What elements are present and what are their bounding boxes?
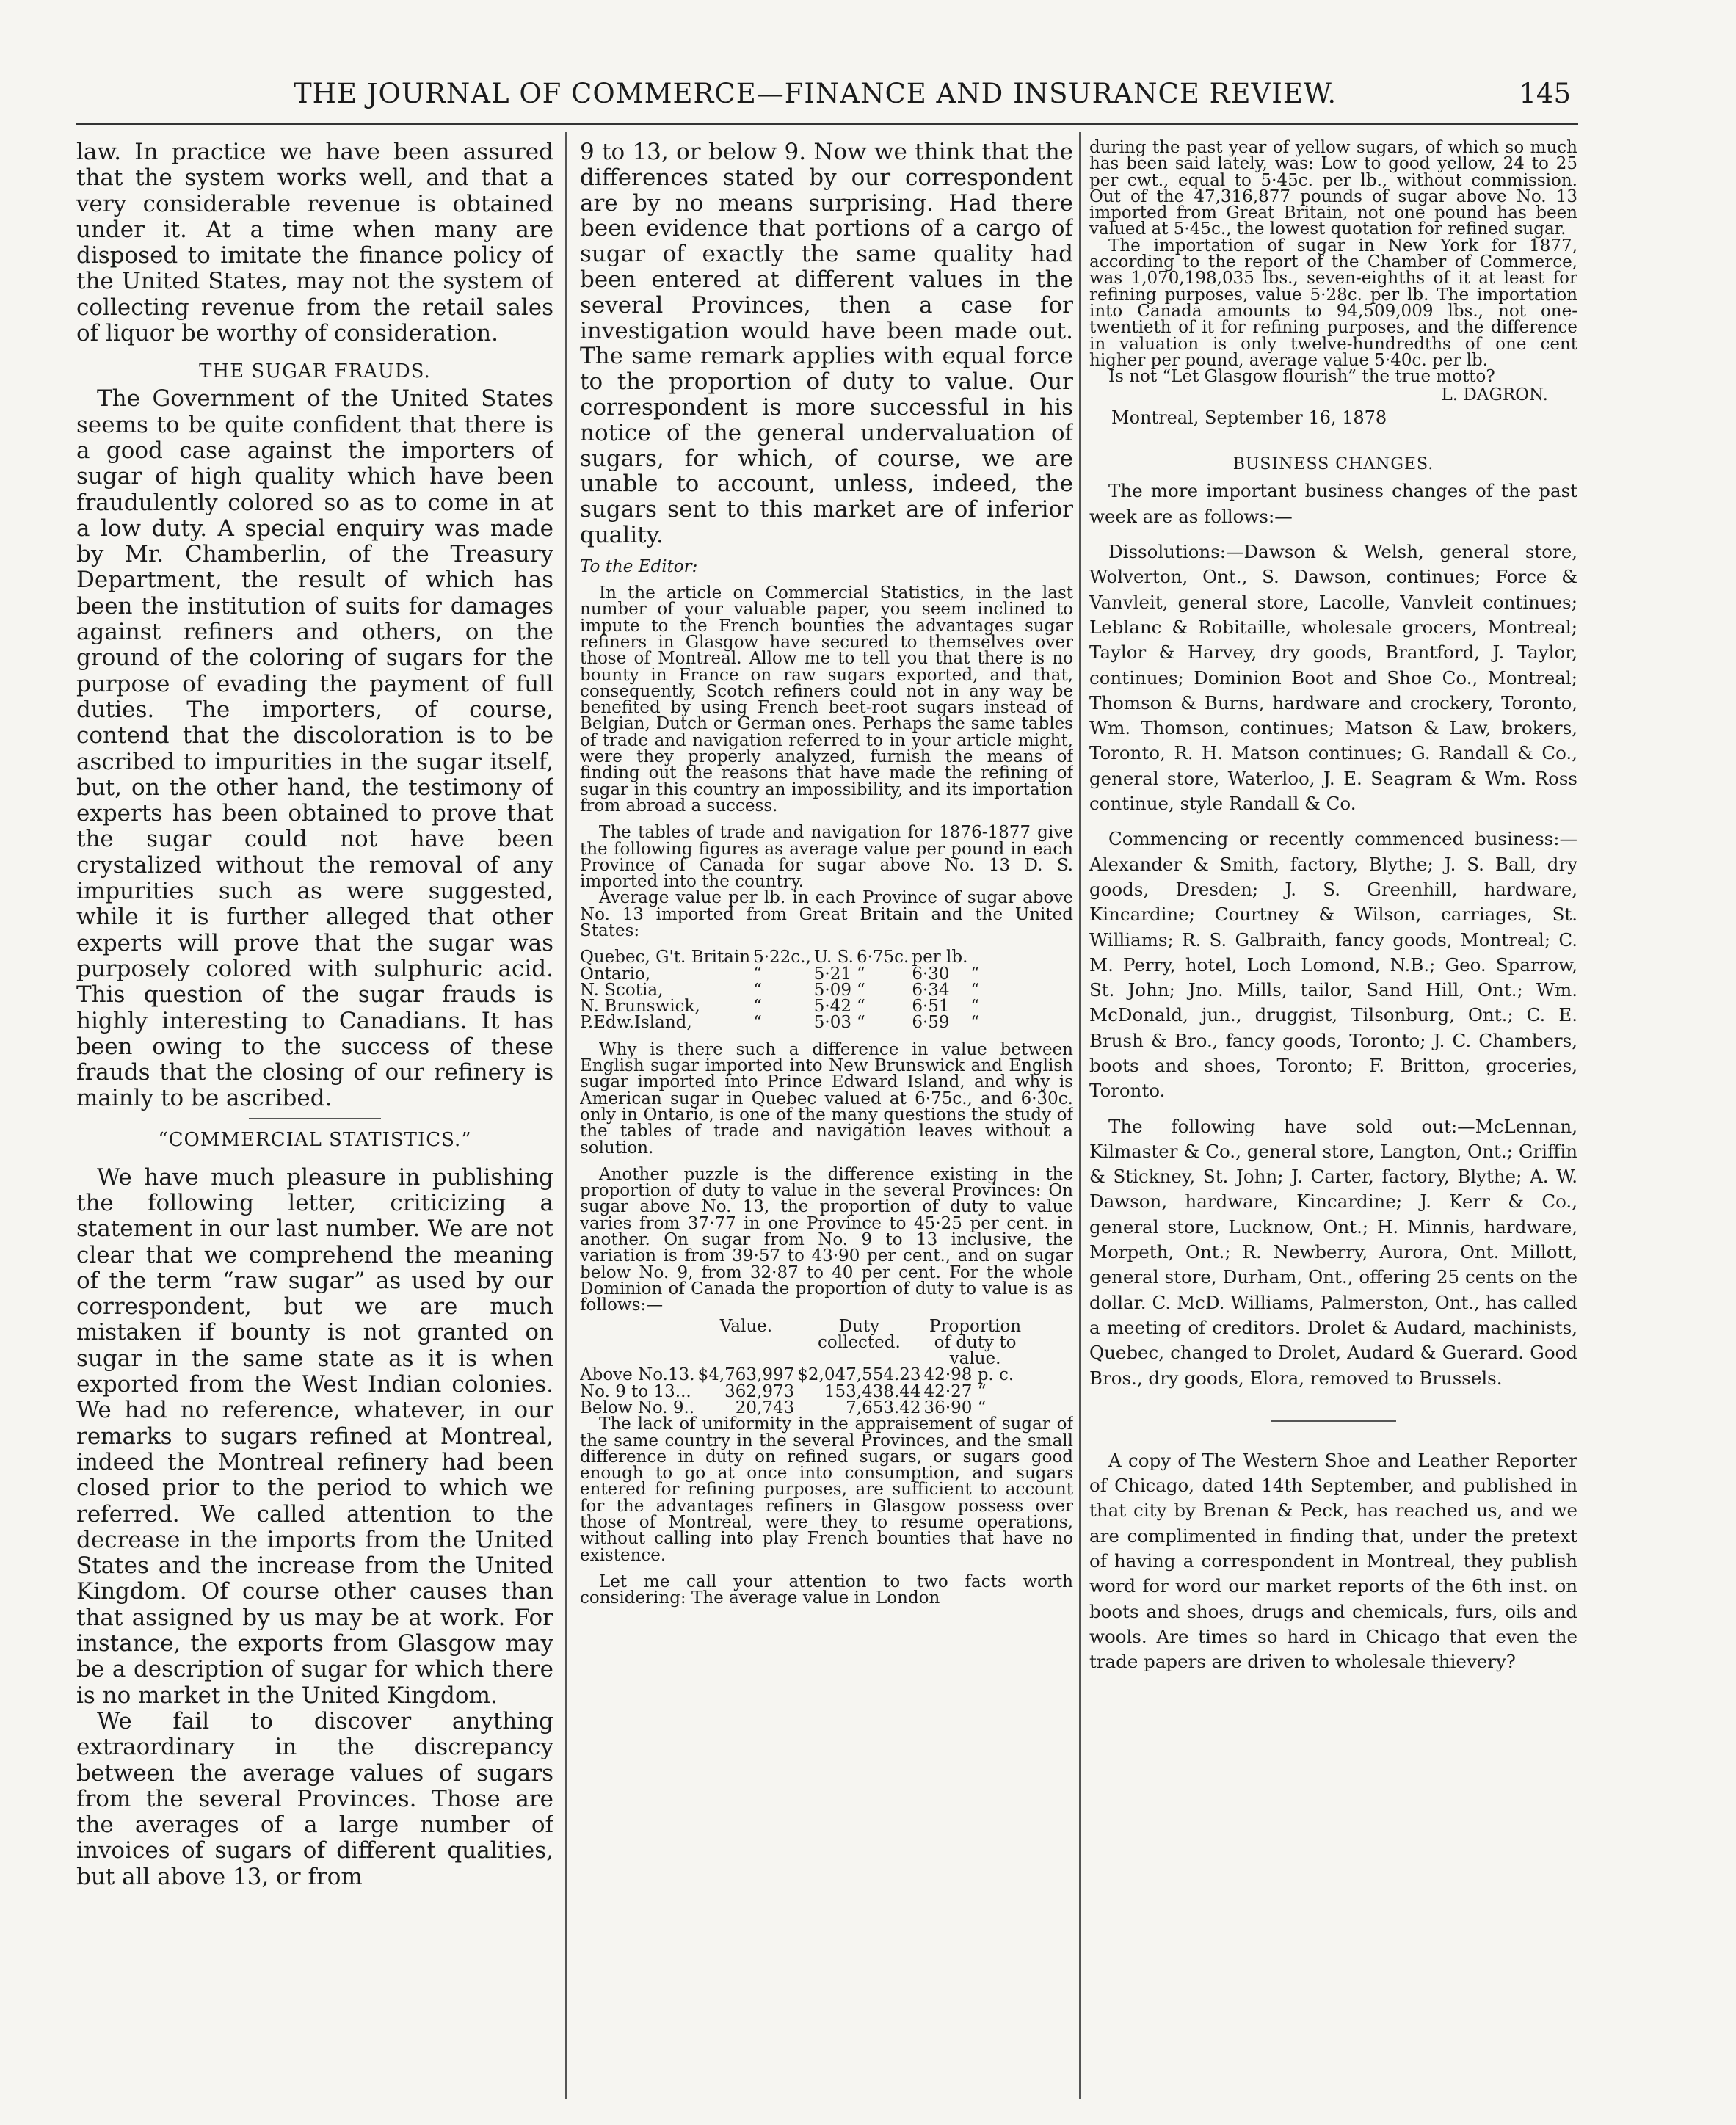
- table-header-row: Value. Duty collected. Proportion of duty to value.: [719, 1316, 1022, 1369]
- paragraph-statistics-2: We fail to discover anything extraordinary in the discrepancy between the average values of sugars from the several Provinces. Those are the averages of a large number of invoices of sugars of different qualities, but all above 13, or from: [76, 1707, 553, 1890]
- table-row: Above No.13. $4,763,997 $2,047,554.23 42·98 p. c.: [580, 1365, 1014, 1385]
- heading-commercial-statistics: “COMMERCIAL STATISTICS.”: [158, 1128, 472, 1151]
- letter-signature: L. DAGRON.: [1441, 385, 1548, 405]
- page-header: [51, 75, 1571, 125]
- letter-paragraph-7: Let me call your attention to two facts worth considering: The average value in London: [580, 1572, 1073, 1608]
- table-row: No. 9 to 13... 362,973 153,438.44 42·27 “: [580, 1381, 987, 1401]
- table-row: P.Edw.Island, “ 5·03 “ 6·59 “: [580, 1013, 980, 1033]
- business-sold-out: The following have sold out:—McLennan, Kilmaster & Co., general store, Langton, Ont.; Griffin & Stickney, St. John; J. Carter, factory, Blythe; A. W. Dawson, hardware, Kincardine; J. Kerr & Co., general store, Lucknow, Ont.; H. Minnis, hardware, Morpeth, Ont.; R. Newberry, Aurora, Ont. Millott, general store, Durham, Ont., offering 25 cents on the dollar. C. McD. Williams, Palmerston, Ont., has called a meeting of creditors. Drolet & Audard, machinists, Quebec, changed to Drolet, Audard & Guerard. Good Bros., dry goods, Elora, removed to Brussels.: [1089, 1115, 1577, 1389]
- letter-importation: The importation of sugar in New York for 1877, according to the report of the Chamber of Commerce, was 1,070,198,035 lbs., seven-eighths of it at least for refining purposes, value 5·28c. per lb. The importation into Canada amounts to 94,509,009 lbs., not one-twentieth of it for refining purposes, and the difference in valuation is only twelve-hundredths of one cent higher per pound, average value 5·40c. per lb.: [1089, 236, 1577, 370]
- table-row: Below No. 9.. 20,743 7,653.42 36·90 “: [580, 1398, 987, 1417]
- column-left: [76, 139, 553, 2107]
- table-row: N. Brunswick, “ 5·42 “ 6·51 “: [580, 997, 980, 1017]
- column-right: [1089, 139, 1577, 2107]
- letter-paragraph-2: The tables of trade and navigation for 1876-1877 give the following figures as average value per pound in each Province of Canada for sugar above No. 13 D. S. imported into the country.: [580, 823, 1073, 892]
- letter-paragraph-3: Average value per lb. in each Province of sugar above No. 13 imported from Great Britain and the United States:: [580, 888, 1073, 940]
- paragraph-statistics-1: We have much pleasure in publishing the following letter, criticizing a statement in our last number. We are not clear that we comprehend the meaning of the term “raw sugar” as used by our correspondent, but we are much mistaken if bounty is not granted on sugar in the same state as it is when exported from the West Indian colonies. We had no reference, whatever, in our remarks to sugars refined at Montreal, indeed the Montreal refinery had been closed prior to the period to which we referred. We called attention to the decrease in the imports from the United States and the increase from the United Kingdom. Of course other causes than that assigned by us may be at work. For instance, the exports from Glasgow may be a description of sugar for which there is no market in the United Kingdom.: [76, 1163, 553, 1709]
- heading-sugar-frauds: THE SUGAR FRAUDS.: [199, 360, 431, 383]
- average-value-table: [580, 949, 982, 1031]
- paragraph-law: law. In practice we have been assured that the system works well, and that a very considerable revenue is obtained under it. At a time when many are disposed to imitate the finance policy of the United States, may not the system of collecting revenue from the retail sales of liquor be worthy of consideration.: [76, 139, 553, 347]
- section-divider: [1271, 1420, 1396, 1422]
- table-row: Quebec, G't. Britain 5·22c., U. S. 6·75c. per lb.: [580, 948, 968, 967]
- letter-continuation: during the past year of yellow sugars, of which so much has been said lately, was: Low to good yellow, 24 to 25 per cwt., equal to 5·45c. per lb., without commission. Out of the 47,316,877 pounds of sugar above No. 13 imported from Great Britain, not one pound has been valued at 5·45c., the lowest quotation for refined sugar.: [1089, 139, 1577, 239]
- paragraph-sugar-frauds: The Government of the United States seems to be quite confident that there is a good case against the importers of sugar of high quality which have been fraudulently colored so as to come in at a low duty. A special enquiry was made by Mr. Chamberlin, of the Treasury Department, the result of which has been the institution of suits for damages against refiners and others, on the ground of the coloring of sugars for the purpose of evading the payment of full duties. The importers, of course, contend that the discoloration is to be ascribed to impurities in the sugar itself, but, on the other hand, the testimony of experts has been obtained to prove that the sugar could not have been crystalized without the removal of any impurities such as were suggested, while it is further alleged that other experts will prove that the sugar was purposely colored with sulphuric acid. This question of the sugar frauds is highly interesting to Canadians. It has been owing to the success of these frauds that the closing of our refinery is mainly to be ascribed.: [76, 385, 553, 1112]
- duty-proportion-table: [580, 1318, 1030, 1417]
- business-dissolutions: Dissolutions:—Dawson & Welsh, general store, Wolverton, Ont., S. Dawson, continues; Force & Vanvleit, general store, Lacolle, Vanvleit continues; Leblanc & Robitaille, wholesale grocers, Montreal; Taylor & Harvey, dry goods, Brantford, J. Taylor, continues; Dominion Boot and Shoe Co., Montreal; Thomson & Burns, hardware and crockery, Toronto, Wm. Thomson, continues; Matson & Law, brokers, Toronto, R. H. Matson continues; G. Randall & Co., general store, Waterloo, J. E. Seagram & Wm. Ross continue, style Randall & Co.: [1089, 541, 1577, 815]
- page-number: 145: [1519, 78, 1571, 109]
- column-divider-1: [565, 132, 567, 2099]
- paragraph-shoe-reporter: A copy of The Western Shoe and Leather Reporter of Chicago, dated 14th September, and published in that city by Brenan & Peck, has reached us, and we are complimented in finding that, under the pretext of having a correspondent in Montreal, they publish word for word our market reports of the 6th inst. on boots and shoes, drugs and chemicals, furs, oils and wools. Are times so hard in Chicago that even the trade papers are driven to wholesale thievery?: [1089, 1449, 1577, 1673]
- letter-paragraph-4: Why is there such a difference in value between English sugar imported into New Brunswick and English sugar imported into Prince Edward Island, and why is American sugar in Quebec valued at 6·75c., and 6·30c. only in Ontario, is one of the many questions the study of the tables of trade and navigation leaves without a solution.: [580, 1039, 1073, 1158]
- table-row: Ontario, “ 5·21 “ 6·30 “: [580, 964, 980, 984]
- table-row: N. Scotia, “ 5·09 “ 6·34 “: [580, 980, 980, 1000]
- letter-dateline: Montreal, September 16, 1878: [1111, 407, 1387, 429]
- business-intro: The more important business changes of the past week are as follows:—: [1089, 480, 1577, 527]
- header-rule: [76, 123, 1578, 125]
- paragraph-continuation: 9 to 13, or below 9. Now we think that the differences stated by our correspondent are by no means surprising. Had there been evidence that portions of a cargo of sugar of exactly the same quality had been entered at different values in the several Provinces, then a case for investigation would have been made out. The same remark applies with equal force to the proportion of duty to value. Our correspondent is more successful in his notice of the general undervaluation of sugars, for which, of course, we are unable to account, unless, indeed, the sugars sent to this market are of inferior quality.: [580, 139, 1073, 548]
- letter-paragraph-5: Another puzzle is the difference existing in the proportion of duty to value in the several Provinces: On sugar above No. 13, the proportion of duty to value varies from 37·77 in one Province to 45·25 per cent. in another. On sugar from No. 9 to 13 inclusive, the variation is from 39·57 to 43·90 per cent., and on sugar below No. 9, from 32·87 to 40 per cent. For the whole Dominion of Canada the proportion of duty to value is as follows:—: [580, 1164, 1073, 1315]
- to-the-editor: To the Editor:: [580, 556, 698, 576]
- journal-title: THE JOURNAL OF COMMERCE—FINANCE AND INSURANCE REVIEW.: [294, 78, 1337, 109]
- section-divider: [249, 1118, 381, 1119]
- letter-glasgow: Is not “Let Glasgow flourish” the true motto?: [1108, 367, 1495, 387]
- letter-paragraph-1: In the article on Commercial Statistics, in the last number of your valuable paper, you seem inclined to impute to the French bounties the advantages sugar refiners in Glasgow have secured to themselves over those of Montreal. Allow me to tell you that there is no bounty in France on raw sugars exported, and that, consequently, Scotch refiners could not in any way be benefited by using French beet-root sugars instead of Belgian, Dutch or German ones. Perhaps the same tables of trade and navigation referred to in your article might, were they properly analyzed, furnish the means of finding out the reasons that have made the refining of sugar in this country an impossibility, and its importation from abroad a success.: [580, 584, 1073, 816]
- letter-paragraph-6: The lack of uniformity in the appraisement of sugar of the same country in the several Provinces, and the small difference in duty on refined sugars, or sugars good enough to go at once into consumption, and sugars entered for refining purposes, are sufficient to account for the advantages refiners in Glasgow possess over those of Montreal, were they to resume operations, without calling into play French bounties that have no existence.: [580, 1414, 1073, 1565]
- column-middle: [580, 139, 1073, 2107]
- business-commencing: Commencing or recently commenced business:—Alexander & Smith, factory, Blythe; J. S. Ball, dry goods, Dresden; J. S. Greenhill, hardware, Kincardine; Courtney & Wilson, carriages, St. Williams; R. S. Galbraith, fancy goods, Montreal; C. M. Perry, hotel, Loch Lomond, N.B.; Geo. Sparrow, St. John; Jno. Mills, tailor, Sand Hill, Ont.; Wm. McDonald, jun., druggist, Tilsonburg, Ont.; C. E. Brush & Bro., fancy goods, Toronto; J. C. Chambers, boots and shoes, Toronto; F. Britton, groceries, Toronto.: [1089, 828, 1577, 1102]
- heading-business-changes: BUSINESS CHANGES.: [1232, 455, 1434, 474]
- column-divider-2: [1079, 132, 1081, 2099]
